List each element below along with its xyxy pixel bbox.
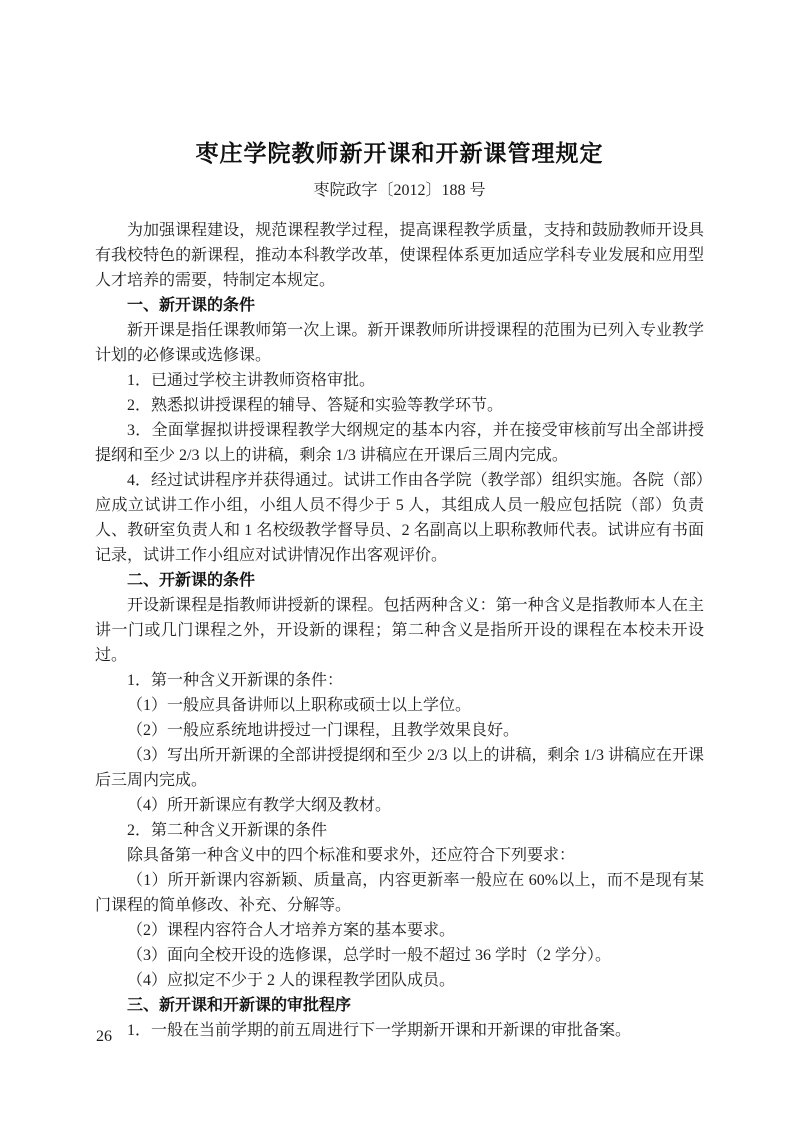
- document-content: [95, 138, 704, 1043]
- section-2-item-8: （1）所开新课内容新颖、质量高，内容更新率一般应在 60%以上，而不是现有某门课程的简单修改、补充、分解等。: [95, 872, 704, 914]
- document-body: [95, 218, 704, 1043]
- section-2-item-9: （2）课程内容符合人才培养方案的基本要求。: [127, 922, 456, 939]
- section-1-item-3: 3．全面掌握拟讲授课程教学大纲规定的基本内容，并在接受审核前写出全部讲授提纲和至少 2/3 以上的讲稿，剩余 1/3 讲稿应在开课后三周内完成。: [95, 422, 704, 464]
- page-number: 26: [96, 1028, 112, 1045]
- section-1-heading: 一、新开课的条件: [127, 297, 256, 314]
- section-1-item-2: 2．熟悉拟讲授课程的辅导、答疑和实验等教学环节。: [127, 397, 504, 414]
- section-3-item-1: 1．一般在当前学期的前五周进行下一学期新开课和开新课的审批备案。: [127, 1022, 632, 1039]
- section-2-item-7: 除具备第一种含义中的四个标准和要求外，还应符合下列要求：: [127, 847, 576, 864]
- intro-paragraph: 为加强课程建设，规范课程教学过程，提高课程教学质量，支持和鼓励教师开设具有我校特色的新课程，推动本科教学改革，使课程体系更加适应学科专业发展和应用型人才培养的需要，特制定本规定。: [95, 222, 704, 289]
- section-1-item-1: 1．已通过学校主讲教师资格审批。: [127, 372, 376, 389]
- section-2-item-5: （4）所开新课应有教学大纲及教材。: [127, 797, 392, 814]
- section-2-item-3: （2）一般应系统地讲授过一门课程，且教学效果良好。: [127, 722, 520, 739]
- section-1-item-4: 4．经过试讲程序并获得通过。试讲工作由各学院（教学部）组织实施。各院（部）应成立试讲工作小组，小组人员不得少于 5 人，其组成人员一般应包括院（部）负责人、教研室负责人和 1 名校级教学督导员、2 名副高以上职称教师代表。试讲应有书面记录，试讲工作小组应对试讲情况作出客观评价。: [95, 472, 704, 564]
- section-2-item-1: 1．第一种含义开新课的条件：: [127, 672, 344, 689]
- section-2-heading: 二、开新课的条件: [127, 572, 256, 589]
- section-2-item-11: （4）应拟定不少于 2 人的课程教学团队成员。: [127, 972, 456, 989]
- section-2-item-6: 2．第二种含义开新课的条件: [127, 822, 328, 839]
- section-2-item-4: （3）写出所开新课的全部讲授提纲和至少 2/3 以上的讲稿，剩余 1/3 讲稿应在开课后三周内完成。: [95, 747, 704, 789]
- section-2-item-2: （1）一般应具备讲师以上职称或硕士以上学位。: [127, 697, 472, 714]
- section-3-heading: 三、新开课和开新课的审批程序: [127, 997, 352, 1014]
- section-2-item-10: （3）面向全校开设的选修课，总学时一般不超过 36 学时（2 学分）。: [127, 947, 612, 964]
- section-2-intro: 开设新课程是指教师讲授新的课程。包括两种含义：第一种含义是指教师本人在主讲一门或几门课程之外，开设新的课程；第二种含义是指所开设的课程在本校未开设过。: [95, 597, 704, 664]
- section-1-intro: 新开课是指任课教师第一次上课。新开课教师所讲授课程的范围为已列入专业教学计划的必修课或选修课。: [95, 322, 704, 364]
- doc-number: 枣院政字〔2012〕188 号: [313, 182, 486, 199]
- document-title: 枣庄学院教师新开课和开新课管理规定: [195, 141, 604, 166]
